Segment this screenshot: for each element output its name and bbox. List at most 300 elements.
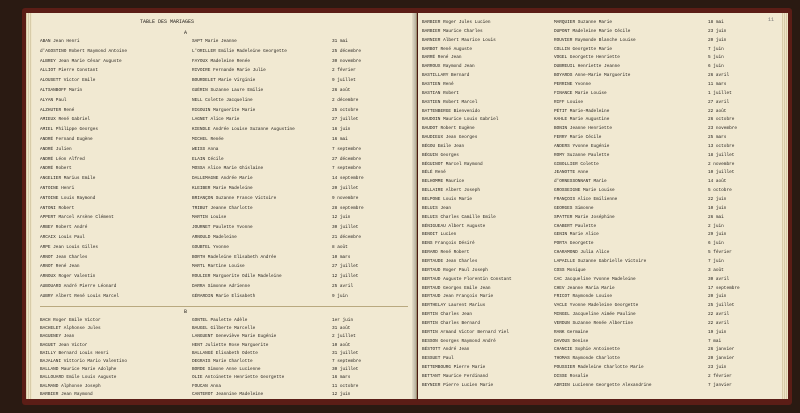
marriage-entry [418,116,782,124]
husband-name: BALMAND Alphonse Joseph [40,383,101,389]
marriage-date: 22 juin [708,197,727,202]
husband-name: BELUIS Charles Camille Emile [422,214,496,220]
wife-name: KAHLE Marie Augustine [554,117,610,123]
wife-name: GONTEL Paulette Adèle [192,318,248,323]
marriage-entry [32,224,416,232]
wife-name: GIBOLLIER Colette [554,161,599,167]
husband-name: BASTIAN Robert [422,90,459,96]
marriage-entry [32,97,416,105]
marriage-entry [418,81,782,89]
wife-name: ROMY Suzanne Paulette [554,152,610,158]
husband-name: ARNOT René Jean [40,264,80,270]
marriage-entry [32,116,416,124]
wife-name: FOUCAN Anna [192,383,221,389]
husband-name: ALTSANBOFF Marin [40,88,83,93]
marriage-date: 20 juillet [332,186,359,191]
register-title: TABLE DES MARIAGES [140,19,195,25]
wife-name: DALLEMAGNE Andrée Marie [192,176,253,182]
husband-name: BÉGOU Emile Jean [422,143,465,149]
wife-name: FINANCE Marie Louise [554,90,607,96]
wife-name: BORTH Madeleine Elisabeth Andrée [192,254,277,260]
wife-name: TRIBUT Jeanne Charlotte [192,205,253,211]
marriage-date: 3 août [708,267,724,273]
wife-name: LAPAILLE Suzanne Gabrielle Victoire [554,258,647,264]
marriage-date: 26 août [332,88,351,93]
marriage-entry [418,37,782,45]
wife-name: MICHEL Renée [192,137,224,142]
marriage-entry [32,254,416,262]
marriage-entry [418,346,782,354]
wife-name: POUSSIER Madeleine Charlotte Marie [554,365,644,371]
marriage-entry [418,249,782,257]
section-divider [40,306,408,307]
marriage-date: 10 août [332,342,351,348]
marriage-entry [418,205,782,213]
husband-name: ANTOINE Louis Raymond [40,195,96,201]
wife-name: BALLANGÉ Elisabeth Odette [192,350,258,356]
marriage-date: 31 juillet [332,350,359,356]
wife-name: KLEIBER Marie Madeleine [192,186,253,191]
husband-name: BATTENBERGE Bienvenido [422,108,480,114]
marriage-date: 30 juillet [332,367,359,373]
husband-name: ALLIOT Pierre Constant [40,68,98,74]
marriage-entry [32,244,416,252]
wife-name: MARQUIER Suzanne Marie [554,20,612,25]
marriage-date: 2 février [708,374,732,379]
wife-name: DUBREUIL Henriette Jeanne [554,64,620,70]
wife-name: BAUGEL Gilberte Marcelle [192,326,256,332]
husband-name: BERTHELAY Laurent Marius [422,303,486,309]
marriage-date: 20 juin [708,37,727,43]
wife-name: FRICOT Raymonde Louise [554,294,612,300]
marriage-date: 27 décembre [332,156,361,162]
wife-name: CAC Jacqueline Yvonne Madeleine [554,276,636,282]
husband-name: ARNOUX Roger Valentin [40,274,96,280]
marriage-date: 12 juillet [332,274,359,280]
marriage-entry [32,273,416,281]
wife-name: PERRINE Yvonne [554,81,591,87]
marriage-date: 23 juin [708,28,727,34]
wife-name: CANTEROT Jeannine Madeleine [192,391,264,397]
page-number: 11 [767,17,774,23]
husband-name: AUBOUARD André Pierre Léonard [40,284,117,289]
marriage-entry [418,338,782,346]
wife-name: ANDERS Yvonne Eugénie [554,143,610,149]
wife-name: DAVOUS Denise [554,338,589,344]
wife-name: ELAIN Cécile [192,156,224,162]
wife-name: PÉTIT Marie-Madeleine [554,108,610,114]
marriage-date: 30 novembre [332,58,361,64]
husband-name: BELLAIRE Albert Joseph [422,188,480,194]
marriage-entry [418,355,782,363]
wife-name: ROUVIER Raymonde Blanche Louise [554,37,636,43]
husband-name: ANDRÉ Robert [40,166,72,172]
marriage-date: 20 juin [708,294,727,300]
marriage-entry [32,146,416,154]
husband-name: BERARD René Robert [422,250,470,256]
wife-name: BOYARDS Anne-Marie Marguerite [554,73,631,79]
marriage-entry [418,152,782,160]
marriage-date: 25 avril [332,284,354,289]
marriage-date: 25 décembre [332,48,361,54]
wife-name: CHEV Jeanne Maria Marie [554,285,615,291]
husband-name: ARCAIX Louis Paul [40,235,85,240]
marriage-entry [418,382,782,390]
marriage-entry [418,46,782,54]
marriage-entry [418,267,782,275]
wife-name: DARRA Simonne Adrienne [192,284,250,289]
marriage-entry [418,28,782,36]
marriage-date: 7 septembre [332,146,361,152]
husband-name: BASTIEN René [422,81,454,87]
marriage-date: 22 avril [708,312,730,318]
husband-name: ABAN Jean Henri [40,39,80,44]
marriage-entry [418,223,782,231]
wife-name: JEANOTTE Anne [554,170,589,176]
marriage-date: 2 juin [708,223,724,229]
husband-name: ALZHUTER René [40,107,75,113]
marriage-entry [418,134,782,142]
marriage-entry [418,161,782,169]
wife-name: L'ORILLER Emilie Madeleine Georgette [192,48,287,54]
marriage-date: 31 mai [332,39,348,44]
marriage-entry [418,231,782,239]
marriage-entry [418,72,782,80]
husband-name: BÉGUIN Georges [422,152,459,158]
marriage-date: 7 juin [708,46,724,52]
marriage-entry [418,258,782,266]
marriage-entry [32,205,416,213]
marriage-date: 11 octobre [332,383,359,389]
marriage-date: 2 décembre [332,97,359,103]
wife-name: SAPT Marie Jeanne [192,39,237,44]
marriage-date: 5 juin [708,55,724,61]
marriage-date: 25 juillet [708,303,735,309]
marriage-entry [418,63,782,71]
wife-name: VACLE Yvonne Madeleine Georgette [554,303,639,309]
husband-name: BAUDOIN Maurice Louis Gabriel [422,117,499,123]
marriage-date: 18 juillet [708,152,735,158]
marriage-entry [32,293,416,301]
husband-name: AUBRY Albert René Louis Marcel [40,293,120,299]
marriage-date: 16 juin [332,127,351,133]
husband-name: BALLAND Maurice Marie Adolphe [40,367,117,373]
marriage-date: 14 septembre [332,176,364,182]
marriage-date: 26 janvier [708,347,735,353]
marriage-entry [32,67,416,75]
marriage-date: 25 mars [708,135,727,141]
marriage-entry [32,333,416,341]
wife-name: COSS Monique [554,267,586,273]
marriage-date: 26 mai [708,214,724,220]
marriage-entry [32,58,416,66]
husband-name: BELPONE Louis Marie [422,197,473,202]
marriage-entry [32,87,416,95]
marriage-entry [418,364,782,372]
marriage-date: 16 mars [332,375,351,381]
wife-name: LAGNET Alice Marie [192,117,240,123]
husband-name: BEYNIER Pierre Lucien Marie [422,382,494,388]
husband-name: BÉGUINOT Marcel Raymond [422,161,483,167]
husband-name: ANDRÉ Julien [40,146,72,152]
wife-name: GOUBTEL Yvonne [192,244,229,250]
marriage-date: 7 septembre [332,359,361,364]
marriage-entry [418,293,782,301]
husband-name: BELHOMME Maurice [422,179,465,185]
husband-name: BASTILLARY Bernard [422,73,470,79]
wife-name: CHARAMOND Julia Alice [554,250,610,256]
wife-name: SPATTER Marie Joséphine [554,214,615,220]
marriage-date: 12 juin [332,391,351,397]
husband-name: BAUDIEUX Jean Georges [422,135,478,141]
marriage-date: 11 mars [708,81,727,87]
husband-name: BASTIEN Robert Marcel [422,99,478,105]
marriage-entry [32,214,416,222]
marriage-date: 16 mai [332,137,348,142]
marriage-entry [418,178,782,186]
marriage-date: 27 juillet [332,264,359,270]
marriage-entry [32,325,416,333]
marriage-entry [418,187,782,195]
marriage-date: 6 juin [708,241,724,247]
marriage-date: 22 août [708,108,727,114]
husband-name: AMIEL Philippe Georges [40,127,98,133]
husband-name: BARBIER Maurice Charles [422,28,483,34]
husband-name: BARBIER Roger Jules Lucien [422,20,491,25]
husband-name: BÉLÉ René [422,170,446,176]
marriage-date: 23 juin [708,365,727,371]
wife-name: COLLIN Georgette Marie [554,46,612,52]
wife-name: GUÉRIN Suzanne Laure Emilie [192,88,264,93]
marriage-entry [32,136,416,144]
husband-name: BESSUET Paul [422,356,454,362]
marriage-entry [32,126,416,134]
husband-name: ARBEY Robert André [40,225,88,231]
marriage-entry [418,169,782,177]
husband-name: BARNIER Albert Maurice Louis [422,37,496,43]
wife-name: FAYOUX Madeleine Renée [192,58,250,64]
marriage-entry [32,107,416,115]
marriage-date: 10 juillet [708,170,735,176]
section-letter-a: A [184,30,188,36]
marriage-date: 10 juin [708,205,727,211]
marriage-date: 30 juillet [332,225,359,231]
marriage-entry [418,285,782,293]
wife-name: MARTIN Louise [192,215,227,221]
marriage-entry [418,373,782,381]
husband-name: BAJALANI Vittorio Mario Valentino [40,359,127,364]
marriage-date: 13 octobre [708,143,735,149]
marriage-entry [32,283,416,291]
wife-name: MARTL Martine Louise [192,264,245,270]
husband-name: BALLOUARD Emile Louis Auguste [40,375,117,381]
wife-name: HENT Juliette Rose Marguerite [192,342,269,348]
marriage-date: 8 août [332,244,348,250]
wife-name: RIGOUIN Marguerite Marie [192,107,256,113]
wife-name: ROULIER Marguerite Odile Madeleine [192,274,282,280]
husband-name: BELUIS Jean [422,205,451,211]
husband-name: ANGELIER Marius Emile [40,176,96,182]
marriage-date: 27 juillet [332,117,359,123]
wife-name: KIENDLE Andrée Louise Suzanne Augustine [192,127,295,133]
left-page [32,13,417,399]
marriage-entry [418,302,782,310]
husband-name: ARNOT Jean Charles [40,254,88,260]
wife-name: PORTA Georgette [554,241,594,247]
wife-name: RANK Germaine [554,329,589,335]
husband-name: BERTAUDE Jean Charles [422,258,478,264]
marriage-entry [418,125,782,133]
marriage-date: 26 avril [708,73,730,79]
marriage-date: 2 novembre [708,161,735,167]
marriage-entry [32,48,416,56]
husband-name: BETTEMBOURG Pierre Marie [422,365,486,371]
husband-name: APPERT Marcel Arsène Clément [40,215,114,221]
wife-name: LANGUENT Geneviève Marie Eugénie [192,334,277,340]
husband-name: BESSON Georges Raymond André [422,338,496,344]
marriage-entry [32,383,416,391]
husband-name: ARPE Jean Louis Gilles [40,244,98,250]
marriage-entry [32,175,416,183]
husband-name: BENOIT Lucien [422,232,457,238]
husband-name: BERTAUD Auguste Florentin Constant [422,276,512,282]
husband-name: BAGUET Jean Victor [40,342,88,348]
marriage-date: 9 juin [332,293,348,299]
wife-name: d'ORNESSONNANT Marie [554,179,607,185]
wife-name: BONIN Jeanne Henriette [554,126,612,132]
wife-name: ARNOULD Madeleine [192,235,237,240]
wife-name: RIVOIRE Fernande Marie Julie [192,68,266,74]
marriage-date: 7 mai [708,338,722,344]
husband-name: ANDRÉ Fernand Eugène [40,137,93,142]
husband-name: AMIEUX René Gabriel [40,117,91,123]
marriage-entry [418,329,782,337]
marriage-entry [32,156,416,164]
husband-name: BETTANT Maurice Ferdinand [422,374,488,379]
husband-name: ALBREY Jean Marie César Auguste [40,58,122,64]
wife-name: NELL Colette Jacqueline [192,97,253,103]
marriage-entry [32,374,416,382]
marriage-date: 28 septembre [332,205,364,211]
wife-name: CHABERT Paulette [554,223,597,229]
wife-name: OLIE Antoinette Henriette Georgette [192,375,285,381]
marriage-entry [418,108,782,116]
husband-name: BÉNIGUEAU Albert Auguste [422,223,486,229]
marriage-date: 7 septembre [332,166,361,172]
marriage-date: 25 octobre [332,107,359,113]
wife-name: FRANÇOIS Alice Emilienne [554,197,618,202]
husband-name: d'AGOSTINO Robert Raymond Antoine [40,48,127,54]
marriage-date: 2 juillet [332,334,356,340]
husband-name: BERTAUD Roger Paul Joseph [422,267,488,273]
marriage-entry [32,185,416,193]
marriage-date: 27 avril [708,99,730,105]
marriage-entry [32,234,416,242]
marriage-date: 7 janvier [708,382,732,388]
wife-name: MINGEL Jacqueline Aimée Pauline [554,312,636,318]
marriage-date: 1 juillet [708,90,732,96]
marriage-date: 17 septembre [708,285,740,291]
marriage-entry [32,38,416,46]
marriage-entry [32,77,416,85]
husband-name: BAILLY Bernard Louis Henri [40,350,109,356]
marriage-date: 30 avril [708,276,730,282]
husband-name: BARRÉ René Jean [422,55,462,61]
marriage-date: 14 août [708,179,727,185]
marriage-entry [32,342,416,350]
marriage-date: 7 juin [708,258,724,264]
marriage-entry [418,54,782,62]
marriage-date: 9 juillet [332,78,356,84]
husband-name: BERTIN Charles Bernard [422,320,480,326]
marriage-entry [32,165,416,173]
husband-name: BACH Roger Emile Victor [40,318,101,323]
husband-name: BERTIN Charles Jean [422,312,473,318]
wife-name: GÉRARDIN Marie Elisabeth [192,293,256,299]
marriage-date: 5 octobre [708,188,732,194]
marriage-date: 19 juin [708,329,727,335]
wife-name: DISSE Rosalie [554,374,589,379]
wife-name: DEGRAIS Marie Charlotte [192,359,253,364]
marriage-entry [418,311,782,319]
marriage-date: 18 mai [708,20,724,25]
husband-name: ANTONI Robert [40,205,75,211]
husband-name: ALOUSETT Victor Emile [40,78,96,84]
husband-name: BAGUENEY Jean [40,334,75,340]
husband-name: BAUDOT Robert Eugène [422,126,475,132]
marriage-date: 12 juin [332,215,351,221]
wife-name: WEISS Anna [192,146,219,152]
wife-name: FERRY Marie Cécile [554,135,602,141]
wife-name: GENIN Marie Alice [554,232,599,238]
marriage-entry [32,195,416,203]
husband-name: BENS François Désiré [422,241,475,247]
marriage-date: 1er juin [332,318,354,323]
marriage-entry [32,358,416,366]
marriage-date: 29 juin [708,232,727,238]
wife-name: VERDUN Suzanne Renée Albertine [554,320,634,326]
wife-name: MOSSA Alice Marie Ghislaine [192,166,264,172]
section-letter-b: B [184,309,188,315]
marriage-date: 31 août [332,326,351,332]
wife-name: VOGEL Georgette Henriette [554,55,620,61]
marriage-entry [418,276,782,284]
husband-name: BACHELET Alphonse Jules [40,326,101,332]
husband-name: BERTAUD Georges Emile Jean [422,285,491,291]
page-edge-right [782,13,788,399]
marriage-date: 5 février [708,250,732,256]
marriage-date: 21 décembre [332,235,361,240]
marriage-entry [418,19,782,27]
wife-name: BOURDELET Marie Virginie [192,78,256,84]
marriage-date: 9 novembre [332,195,359,201]
wife-name: BRIANÇON Suzanne France Victoire [192,195,277,201]
marriage-date: 23 novembre [708,126,737,132]
marriage-entry [418,240,782,248]
right-page [418,13,782,399]
marriage-entry [418,143,782,151]
marriage-entry [418,90,782,98]
husband-name: ALYAN Paul [40,97,67,103]
wife-name: JOURNET Paulette Yvonne [192,225,253,231]
husband-name: BERTAUD Jean François Marie [422,294,494,300]
wife-name: ADRIEN Lucienne Georgette Alexandrine [554,382,652,388]
wife-name: THOMAS Raymonde Charlotte [554,356,620,362]
husband-name: BARROUX Raymond Jean [422,64,475,70]
marriage-entry [418,320,782,328]
marriage-date: 10 mars [332,254,351,260]
marriage-entry [418,99,782,107]
